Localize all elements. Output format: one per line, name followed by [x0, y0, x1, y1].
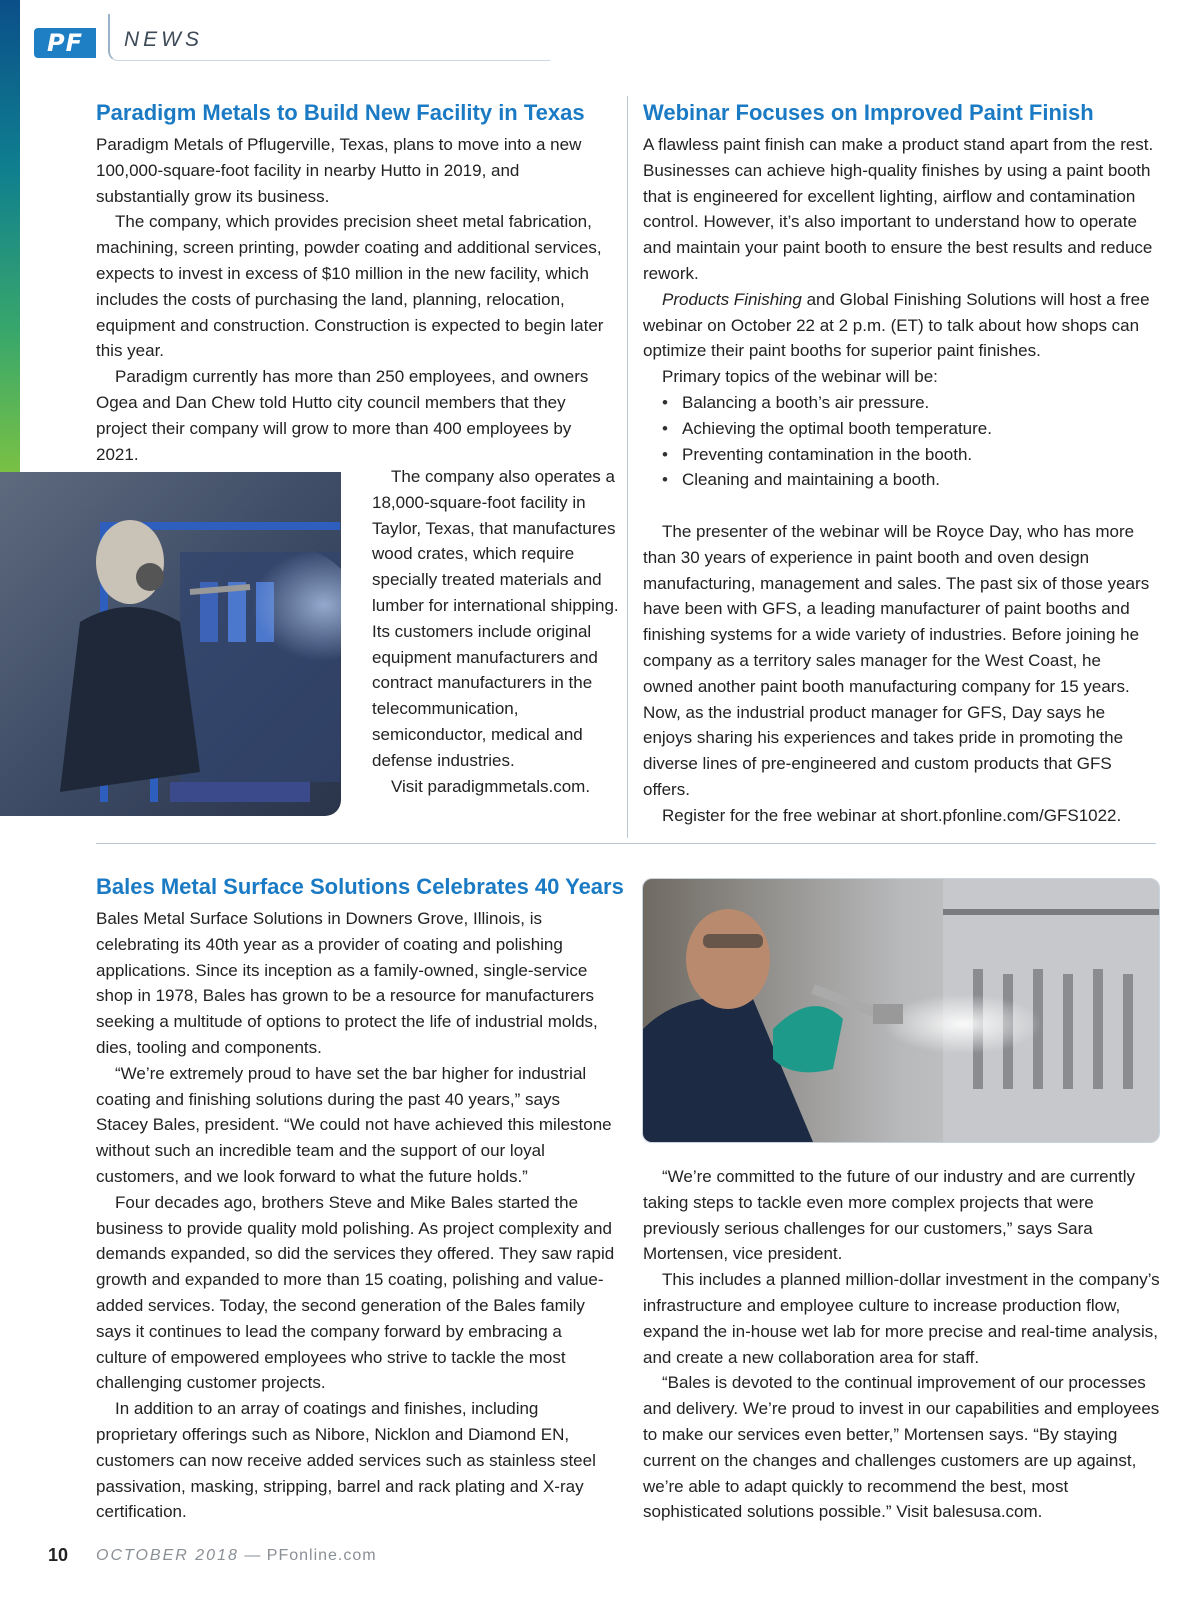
section-label: NEWS: [124, 28, 203, 51]
article-title: Paradigm Metals to Build New Facility in Texas: [96, 100, 585, 125]
pf-logo: PF: [34, 28, 96, 58]
side-color-band: [0, 0, 20, 480]
article-link-paragraph: Register for the free webinar at short.pfonline.com/GFS1022.: [662, 805, 1122, 825]
list-item: • Balancing a booth’s air pressure.: [682, 390, 1155, 416]
article-paragraph: Paradigm Metals of Pflugerville, Texas, plans to move into a new 100,000-square-foot facility in nearby Hutto in 2019, and substantially grow its business.: [96, 135, 582, 206]
issue-date: OCTOBER 2018: [96, 1547, 239, 1564]
article-paragraph: The company, which provides precision sheet metal fabrication, machining, screen printing, powder coating and additional services, expects to invest in excess of $10 million in the new facility, which includes the costs of purchasing the land, planning, relocation, equipment and construction. Construction is expected to begin later this year.: [96, 212, 604, 361]
article-paragraph: [643, 287, 1155, 364]
photo-powder-coating-worker: [0, 472, 341, 816]
article-paragraph: A flawless paint finish can make a product stand apart from the rest. Businesses can achieve high-quality finishes by using a paint booth that is engineered for excellent lighting, airflow and contamination control. However, it’s also important to understand how to operate and maintain your paint booth to ensure the best results and reduce rework.: [643, 135, 1154, 283]
list-item: • Preventing contamination in the booth.: [682, 442, 1155, 468]
row-divider: [96, 843, 1156, 844]
footer-site: PFonline.com: [266, 1547, 377, 1564]
article-bales-continued: [643, 1164, 1163, 1525]
article-paragraph: “We’re committed to the future of our industry and are currently taking steps to tackle even more complex projects that were previously serious challenges for our customers,” says Sara Mortensen, vice president.: [643, 1167, 1136, 1264]
article-title: Bales Metal Surface Solutions Celebrates 40 Years: [96, 874, 624, 899]
article-paragraph: The presenter of the webinar will be Royce Day, who has more than 30 years of experience in paint booth and oven design manufacturing, management and sales. The past six of those years have been with GFS, a leading manufacturer of paint booths and finishing systems for a wide variety of industries. Before joining he company as a territory sales manager for the West Coast, he owned another paint booth manufacturing company for 15 years. Now, as the industrial product manager for GFS, Day says he enjoys sharing his experiences and takes pride in promoting the diverse lines of pre-engineered and custom products that GFS offers.: [643, 521, 1150, 799]
footer-issue-line: [96, 1547, 377, 1565]
article-paragraph: Primary topics of the webinar will be:: [662, 367, 938, 387]
photo-spray-gun-worker: [642, 878, 1160, 1143]
article-title: Webinar Focuses on Improved Paint Finish: [643, 100, 1094, 125]
list-item: • Achieving the optimal booth temperature.: [682, 416, 1155, 442]
article-paragraph: “We’re extremely proud to have set the bar higher for industrial coating and finishing solutions during the past 40 years,” says Stacey Bales, president. “We could not have achieved this milestone without such an incredible team and the support of our loyal customers, and we look forward to what the future holds.”: [96, 1063, 612, 1186]
article-paragraph: Paradigm currently has more than 250 employees, and owners Ogea and Dan Chew told Hutto city council members that they project their company will grow to more than 400 employees by 2021.: [96, 367, 589, 464]
article-paragraph: In addition to an array of coatings and finishes, including proprietary offerings such as Nibore, Nicklon and Diamond EN, customers can now receive added services such as stainless steel passivation, masking, stripping, barrel and rack plating and X-ray certification.: [96, 1399, 596, 1522]
article-paradigm-continued: [372, 464, 622, 799]
footer-separator: —: [244, 1547, 262, 1564]
publication-name: Products Finishing: [662, 289, 802, 309]
webinar-topics-list: [662, 390, 1155, 493]
list-item: • Cleaning and maintaining a booth.: [682, 467, 1155, 493]
article-link-paragraph: Visit paradigmmetals.com.: [391, 776, 591, 796]
article-paragraph: The company also operates a 18,000-square-foot facility in Taylor, Texas, that manufactures wood crates, which require specially treated materials and lumber for international shipping. Its customers include original equipment manufacturers and contract manufacturers in the telecommunication, semiconductor, medical and defense industries.: [372, 467, 619, 770]
spacer: [643, 493, 1155, 519]
column-divider: [627, 96, 628, 838]
article-webinar: [643, 98, 1155, 829]
article-paragraph: This includes a planned million-dollar investment in the company’s infrastructure and employee culture to increase production flow, expand the in-house wet lab for more precise and real-time analysis, and create a new collaboration area for staff.: [643, 1270, 1160, 1367]
article-paragraph: Bales Metal Surface Solutions in Downers Grove, Illinois, is celebrating its 40th year as a provider of coating and polishing applications. Since its inception as a family-owned, single-service shop in 1978, Bales has grown to be a resource for manufacturers seeking a multitude of options to protect the life of industrial molds, dies, tooling and components.: [96, 909, 598, 1057]
page-number: 10: [48, 1545, 69, 1565]
article-paragraph: Four decades ago, brothers Steve and Mike Bales started the business to provide quality mold polishing. As project complexity and demands expanded, so did the services they offered. They saw rapid growth and expanded to more than 15 coating, polishing and value-added services. Today, the second generation of the Bales family says it continues to lead the company forward by embracing a culture of empowered employees who strive to tackle the most challenging customer projects.: [96, 1192, 615, 1393]
photo-illustration: [643, 879, 1159, 1142]
article-paragraph: “Bales is devoted to the continual improvement of our processes and delivery. We’re proud to invest in our capabilities and employees to make our services even better,” Mortensen says. “By staying current on the changes and challenges customers are up against, we’re able to adapt quickly to recommend the best, most sophisticated solutions possible.” Visit balesusa.com.: [643, 1373, 1160, 1522]
paragraph-text: and Global Finishing Solutions will host a free webinar on October 22 at 2 p.m. (ET) to talk about how shops can optimize their paint booths for superior paint finishes.: [643, 289, 1150, 361]
photo-illustration: [0, 472, 341, 816]
article-bales: [96, 872, 624, 1525]
article-paradigm: [96, 98, 608, 467]
